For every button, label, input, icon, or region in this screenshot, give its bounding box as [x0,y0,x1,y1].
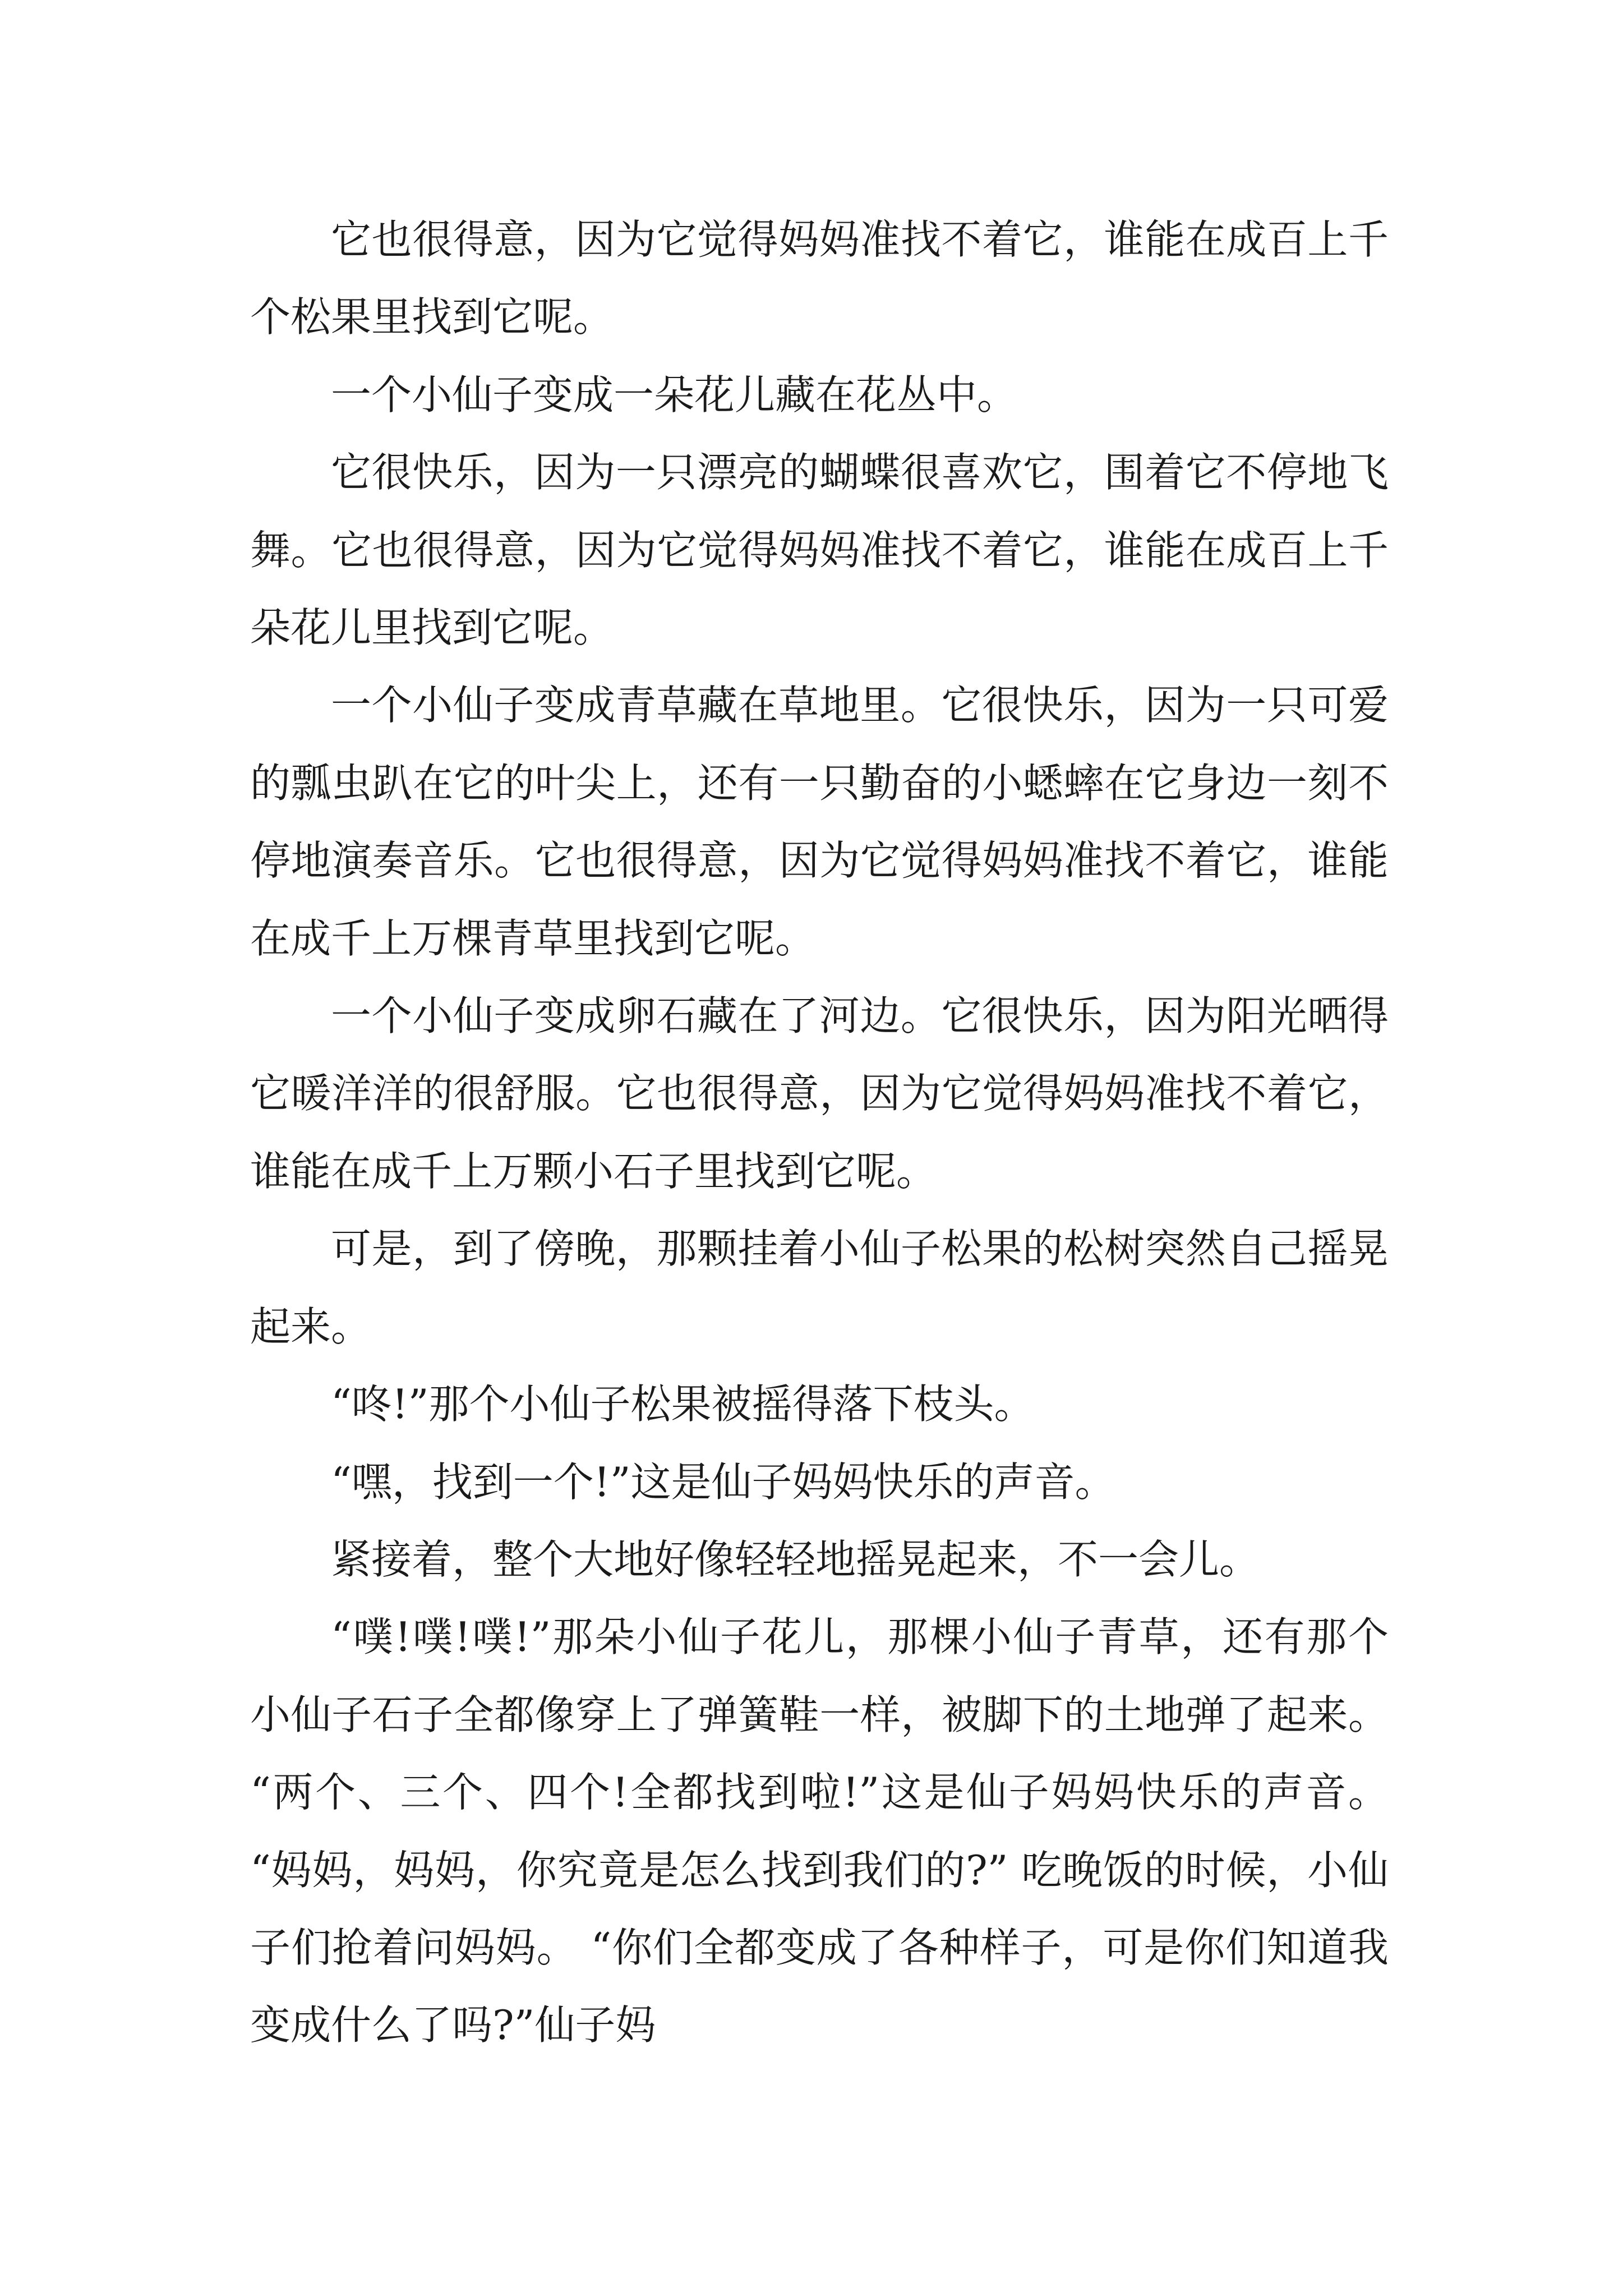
paragraph: 可是，到了傍晚，那颗挂着小仙子松果的松树突然自己摇晃起来。 [250,1225,1389,1350]
paragraph: 它很快乐，因为一只漂亮的蝴蝶很喜欢它，围着它不停地飞舞。它也很得意，因为它觉得妈妈准找不着它，谁能在成百上千朵花儿里找到它呢。 [250,449,1389,652]
paragraph: “噗!噗!噗!”那朵小仙子花儿，那棵小仙子青草，还有那个小仙子石子全都像穿上了弹簧鞋一样，被脚下的土地弹了起来。 “两个、三个、四个!全都找到啦!”这是仙子妈妈快乐的声音。 “妈妈，妈妈，你究竟是怎么找到我们的?” 吃晚饭的时候，小仙子们抢着问妈妈。 “你们全都变成了各种样子，可是你们知道我变成什么了吗?”仙子妈 [250,1613,1389,2049]
paragraph: 一个小仙子变成卵石藏在了河边。它很快乐，因为阳光晒得它暖洋洋的很舒服。它也很得意，因为它觉得妈妈准找不着它，谁能在成千上万颗小石子里找到它呢。 [250,992,1389,1195]
story-text [250,201,1389,2064]
paragraph: 它也很得意，因为它觉得妈妈准找不着它，谁能在成百上千个松果里找到它呢。 [250,216,1389,341]
paragraph: “嘿，找到一个!”这是仙子妈妈快乐的声音。 [331,1458,1115,1506]
paragraph: 紧接着，整个大地好像轻轻地摇晃起来，不一会儿。 [331,1535,1260,1583]
paragraph: 一个小仙子变成一朵花儿藏在花丛中。 [331,371,1018,418]
paragraph: 一个小仙子变成青草藏在草地里。它很快乐，因为一只可爱的瓢虫趴在它的叶尖上，还有一只勤奋的小蟋蟀在它身边一刻不停地演奏音乐。它也很得意，因为它觉得妈妈准找不着它，谁能在成千上万棵青草里找到它呢。 [250,682,1389,962]
paragraph: “咚!”那个小仙子松果被摇得落下枝头。 [331,1381,1035,1428]
